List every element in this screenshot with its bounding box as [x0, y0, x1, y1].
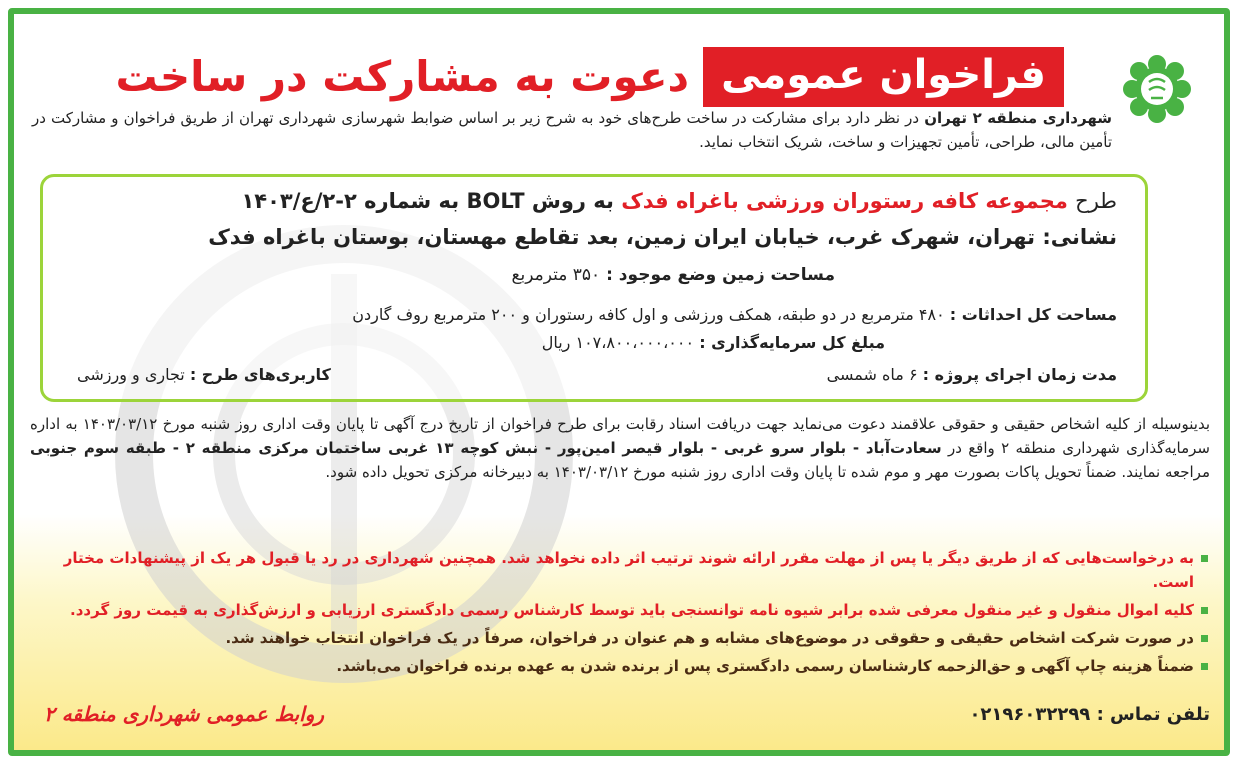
- duration-group: [827, 365, 1117, 384]
- body-address: سعادت‌آباد - بلوار سرو غربی - بلوار قیصر امین‌پور - نبش کوچه ۱۳ غربی ساختمان مرکزی منطقه ۲ - طبقه سوم جنوبی: [30, 439, 942, 457]
- usage-group: [77, 365, 331, 384]
- duration-value: ۶ ماه شمسی: [826, 365, 918, 384]
- project-method: به روش BOLT به شماره: [364, 189, 614, 213]
- signature: روابط عمومی شهرداری منطقه ۲: [44, 702, 325, 726]
- project-box: [40, 174, 1148, 402]
- list-item: در صورت شرکت اشخاص حقیقی و حقوقی در موضوع‌های مشابه و هم عنوان در فراخوان، صرفاً در یک فراخوان انتخاب خواهند شد.: [30, 626, 1210, 650]
- conditions-list: [30, 546, 1210, 682]
- duration-label: مدت زمان اجرای پروژه :: [922, 365, 1117, 384]
- intro-text: در نظر دارد برای مشارکت در ساخت طرح‌های خود به شرح زیر بر اساس ضوابط شهرسازی شهرداری تهران از طریق فراخوان و مشارکت در تأمین مالی، طراحی، تأمین تجهیزات و ساخت، شریک انتخاب نماید.: [32, 109, 1112, 151]
- project-number: ۲-۲/ع/۱۴۰۳: [241, 189, 357, 213]
- duration-usage-line: [77, 365, 1117, 384]
- intro-paragraph: [32, 106, 1112, 154]
- land-area-line: [511, 265, 835, 285]
- project-address-line: [208, 225, 1117, 249]
- title-rest: دعوت به مشارکت در ساخت: [115, 52, 690, 101]
- list-item: به درخواست‌هایی که از طریق دیگر یا پس از مهلت مقرر ارائه شوند ترتیب اثر داده نخواهد شد. همچنین شهرداری در رد یا قبول هر یک از پیشنهادات مختار است.: [30, 546, 1210, 594]
- body-part-1: بدینوسیله از کلیه اشخاص حقیقی و حقوقی علاقمند دعوت می‌نماید جهت دریافت اسناد رقابت برای طرح فراخوان از تاریخ درج آگهی تا پایان وقت اداری روز شنبه مورخ ۱۴۰۳/۰۳/۱۲ به اداره سرمایه‌گذاری شهرداری منطقه ۲ واقع در: [30, 415, 1210, 457]
- investment-line: [542, 333, 885, 352]
- list-item: ضمناً هزینه چاپ آگهی و حق‌الزحمه کارشناسان رسمی دادگستری پس از برنده شدن به عهده برنده فراخوان می‌باشد.: [30, 654, 1210, 678]
- page-title: [115, 46, 1064, 108]
- body-part-2: مراجعه نمایند. ضمناً تحویل پاکات بصورت مهر و موم شده تا پایان وقت اداری روز شنبه مورخ ۱۴۰۳/۰۳/۱۲ به دبیرخانه مرکزی تحویل داده شود.: [325, 463, 1210, 481]
- total-area-value: ۴۸۰ مترمربع در دو طبقه، همکف ورزشی و اول کافه رستوران و ۲۰۰ مترمربع روف گاردن: [352, 305, 945, 324]
- contact-phone: [969, 704, 1210, 725]
- phone-label: تلفن تماس :: [1096, 704, 1210, 725]
- total-area-line: [352, 305, 1117, 324]
- tehran-municipality-logo: [1122, 54, 1192, 124]
- project-prefix: طرح: [1075, 189, 1117, 213]
- usage-value: تجاری و ورزشی: [77, 365, 185, 384]
- address-label: نشانی:: [1042, 225, 1117, 249]
- phone-number: ۰۲۱۹۶۰۳۲۲۹۹: [969, 704, 1091, 725]
- investment-label: مبلغ کل سرمایه‌گذاری :: [699, 333, 885, 352]
- list-item: کلیه اموال منقول و غیر منقول معرفی شده برابر شیوه نامه توانسنجی باید توسط کارشناس رسمی دادگستری ارزیابی و ارزش‌گذاری به قیمت روز گردد.: [30, 598, 1210, 622]
- title-highlight: فراخوان عمومی: [703, 47, 1064, 107]
- total-area-label: مساحت کل احداثات :: [949, 305, 1117, 324]
- address-value: تهران، شهرک غرب، خیابان ایران زمین، بعد تقاطع مهستان، بوستان باغراه فدک: [208, 225, 1036, 249]
- project-name: مجموعه کافه رستوران ورزشی باغراه فدک: [621, 189, 1068, 213]
- header: [34, 24, 1214, 104]
- land-area-label: مساحت زمین وضع موجود :: [606, 265, 835, 285]
- usage-label: کاربری‌های طرح :: [189, 365, 331, 384]
- intro-org: شهرداری منطقه ۲ تهران: [924, 109, 1112, 127]
- project-title-line: [241, 189, 1117, 213]
- investment-value: ۱۰۷،۸۰۰،۰۰۰،۰۰۰ ریال: [541, 333, 695, 352]
- land-area-value: ۳۵۰ مترمربع: [511, 265, 601, 285]
- invitation-paragraph: [30, 412, 1210, 484]
- advertisement-page: [8, 8, 1230, 756]
